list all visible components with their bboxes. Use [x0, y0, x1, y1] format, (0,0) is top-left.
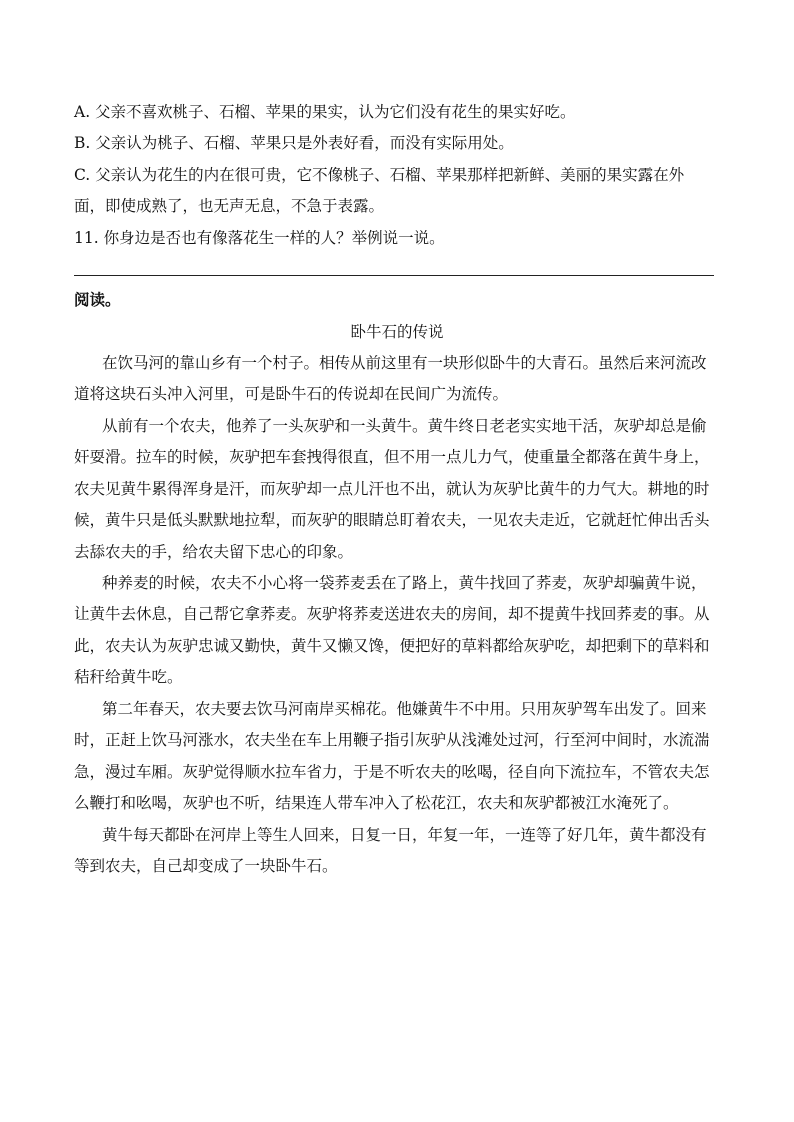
paragraph-4-line: 急，漫过车厢。灰驴觉得顺水拉车省力，于是不听农夫的吆喝，径自向下流拉车，不管农夫怎 — [74, 763, 710, 781]
paragraph-2-line: 奸耍滑。拉车的时候，灰驴把车套拽得很直，但不用一点儿力气，使重量全都落在黄牛身上， — [74, 448, 710, 466]
option-c-line1: C. 父亲认为花生的内在很可贵，它不像桃子、石榴、苹果那样把新鲜、美丽的果实露在外 — [74, 166, 685, 184]
paragraph-2-line: 农夫见黄牛累得浑身是汗，而灰驴却一点儿汗也不出，就认为灰驴比黄牛的力气大。耕地的时 — [74, 480, 710, 498]
paragraph-2-line: 从前有一个农夫，他养了一头灰驴和一头黄牛。黄牛终日老老实实地干活，灰驴却总是偷 — [102, 417, 707, 435]
paragraph-1-line: 在饮马河的靠山乡有一个村子。相传从前这里有一块形似卧牛的大青石。虽然后来河流改 — [102, 354, 707, 372]
paragraph-2-line: 去舔农夫的手，给农夫留下忠心的印象。 — [74, 543, 354, 561]
paragraph-5-line: 黄牛每天都卧在河岸上等生人回来，日复一日，年复一年，一连等了好几年，黄牛都没有 — [102, 826, 707, 844]
option-c-line2: 面，即使成熟了，也无声无息，不急于表露。 — [74, 197, 385, 215]
story-title: 卧牛石的传说 — [350, 323, 444, 341]
paragraph-3-line: 此，农夫认为灰驴忠诚又勤快，黄牛又懒又馋，便把好的草料都给灰驴吃，却把剩下的草料和 — [74, 637, 710, 655]
paragraph-3-line: 让黄牛去休息，自己帮它拿荞麦。灰驴将荞麦送进农夫的房间，却不提黄牛找回荞麦的事。从 — [74, 605, 710, 623]
answer-line[interactable] — [74, 275, 714, 276]
question-11: 11. 你身边是否也有像落花生一样的人？举例说一说。 — [74, 229, 445, 247]
option-b: B. 父亲认为桃子、石榴、苹果只是外表好看，而没有实际用处。 — [74, 134, 514, 152]
paragraph-5-line: 等到农夫，自己却变成了一块卧牛石。 — [74, 857, 338, 875]
option-a: A. 父亲不喜欢桃子、石榴、苹果的果实，认为它们没有花生的果实好吃。 — [74, 103, 576, 121]
paragraph-3-line: 种养麦的时候，农夫不小心将一袋荞麦丢在了路上，黄牛找回了荞麦，灰驴却骗黄牛说， — [102, 574, 707, 592]
paragraph-2-line: 候，黄牛只是低头默默地拉犁，而灰驴的眼睛总盯着农夫，一见农夫走近，它就赶忙伸出舌头 — [74, 511, 710, 529]
paragraph-3-line: 秸秆给黄牛吃。 — [74, 668, 183, 686]
paragraph-4-line: 第二年春天，农夫要去饮马河南岸买棉花。他嫌黄牛不中用。只用灰驴驾车出发了。回来 — [102, 700, 707, 718]
reading-heading: 阅读。 — [74, 290, 121, 309]
paragraph-4-line: 么鞭打和吆喝，灰驴也不听，结果连人带车冲入了松花江，农夫和灰驴都被江水淹死了。 — [74, 794, 679, 812]
paragraph-4-line: 时，正赶上饮马河涨水，农夫坐在车上用鞭子指引灰驴从浅滩处过河，行至河中间时，水流湍 — [74, 731, 710, 749]
paragraph-1-line: 道将这块石头冲入河里，可是卧牛石的传说却在民间广为流传。 — [74, 385, 509, 403]
